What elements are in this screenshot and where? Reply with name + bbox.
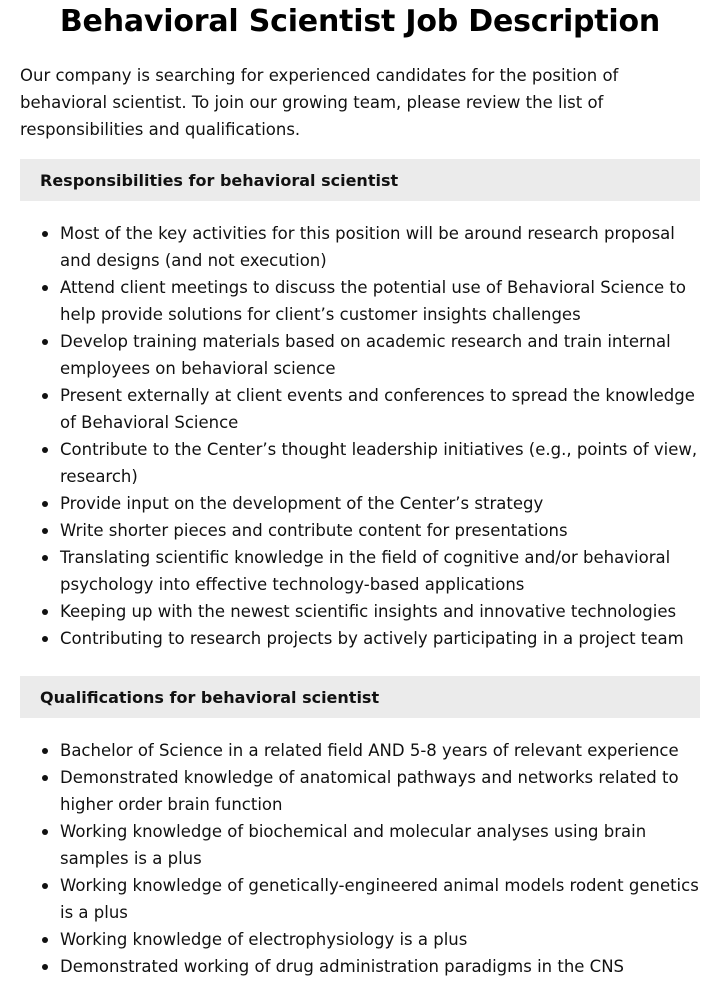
responsibility-item: Develop training materials based on academic research and train internal employees on behavioral science bbox=[60, 328, 700, 382]
qualification-item: Demonstrated knowledge of anatomical pathways and networks related to higher order brain function bbox=[60, 764, 700, 818]
qualification-item: Working knowledge of electrophysiology is a plus bbox=[60, 926, 700, 953]
responsibility-item: Keeping up with the newest scientific insights and innovative technologies bbox=[60, 598, 700, 625]
responsibilities-heading: Responsibilities for behavioral scientist bbox=[20, 159, 700, 201]
qualifications-list bbox=[20, 737, 700, 980]
qualification-item: Working knowledge of genetically-engineered animal models rodent genetics is a plus bbox=[60, 872, 700, 926]
responsibility-item: Most of the key activities for this position will be around research proposal and designs (and not execution) bbox=[60, 220, 700, 274]
responsibility-item: Provide input on the development of the Center’s strategy bbox=[60, 490, 700, 517]
qualifications-heading: Qualifications for behavioral scientist bbox=[20, 676, 700, 718]
responsibility-item: Write shorter pieces and contribute content for presentations bbox=[60, 517, 700, 544]
responsibility-item: Attend client meetings to discuss the potential use of Behavioral Science to help provide solutions for client’s customer insights challenges bbox=[60, 274, 700, 328]
responsibility-item: Present externally at client events and conferences to spread the knowledge of Behavioral Science bbox=[60, 382, 700, 436]
qualification-item: Bachelor of Science in a related field AND 5-8 years of relevant experience bbox=[60, 737, 700, 764]
intro-paragraph: Our company is searching for experienced candidates for the position of behavioral scientist. To join our growing team, please review the list of responsibilities and qualifications. bbox=[20, 66, 619, 139]
responsibility-item: Translating scientific knowledge in the field of cognitive and/or behavioral psychology into effective technology-based applications bbox=[60, 544, 700, 598]
page-title: Behavioral Scientist Job Description bbox=[59, 4, 661, 39]
qualification-item: Working knowledge of biochemical and molecular analyses using brain samples is a plus bbox=[60, 818, 700, 872]
responsibilities-list bbox=[20, 220, 700, 652]
responsibility-item: Contribute to the Center’s thought leadership initiatives (e.g., points of view, research) bbox=[60, 436, 700, 490]
qualification-item: Demonstrated working of drug administration paradigms in the CNS bbox=[60, 953, 700, 980]
responsibility-item: Contributing to research projects by actively participating in a project team bbox=[60, 625, 700, 652]
